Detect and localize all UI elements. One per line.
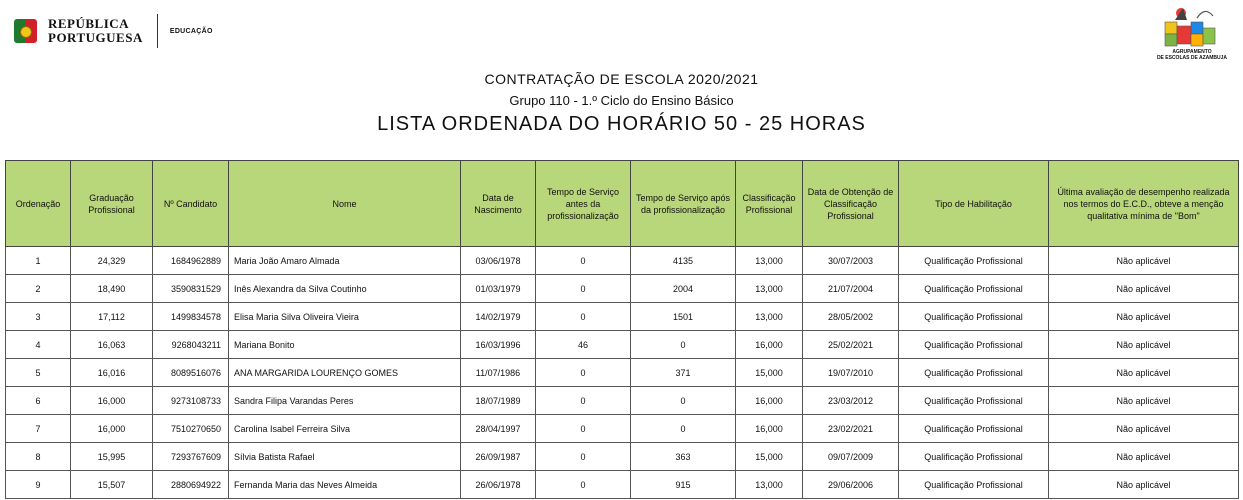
table-row bbox=[6, 471, 1239, 499]
cell-qualification-type: Qualificação Profissional bbox=[899, 471, 1049, 499]
column-header: Graduação Profissional bbox=[71, 161, 153, 247]
cell-birth-date: 01/03/1979 bbox=[461, 275, 536, 303]
cell-order: 3 bbox=[6, 303, 71, 331]
table-row bbox=[6, 443, 1239, 471]
table-row bbox=[6, 331, 1239, 359]
cell-evaluation: Não aplicável bbox=[1049, 359, 1239, 387]
title-line-1: CONTRATAÇÃO DE ESCOLA 2020/2021 bbox=[484, 71, 759, 87]
cell-service-before: 0 bbox=[536, 303, 631, 331]
table-row bbox=[6, 247, 1239, 275]
cell-service-before: 0 bbox=[536, 387, 631, 415]
column-header: Data de Nascimento bbox=[461, 161, 536, 247]
cell-classification: 13,000 bbox=[736, 303, 803, 331]
cell-order: 9 bbox=[6, 471, 71, 499]
column-header: Tempo de Serviço antes da profissionalização bbox=[536, 161, 631, 247]
cell-classification-date: 30/07/2003 bbox=[803, 247, 899, 275]
cell-candidate-number: 8089516076 bbox=[153, 359, 229, 387]
cell-order: 8 bbox=[6, 443, 71, 471]
cell-classification: 16,000 bbox=[736, 415, 803, 443]
table-header-row bbox=[6, 161, 1239, 247]
table-row bbox=[6, 303, 1239, 331]
portugal-flag-icon bbox=[14, 16, 40, 46]
cell-candidate-number: 9273108733 bbox=[153, 387, 229, 415]
cell-order: 1 bbox=[6, 247, 71, 275]
cell-evaluation: Não aplicável bbox=[1049, 247, 1239, 275]
cell-service-before: 0 bbox=[536, 443, 631, 471]
column-header: Ordenação bbox=[6, 161, 71, 247]
ranking-table bbox=[5, 160, 1239, 499]
cell-qualification-type: Qualificação Profissional bbox=[899, 443, 1049, 471]
cell-qualification-type: Qualificação Profissional bbox=[899, 275, 1049, 303]
cell-name: Elisa Maria Silva Oliveira Vieira bbox=[229, 303, 461, 331]
republic-line-1: REPÚBLICA bbox=[48, 16, 130, 31]
republic-name bbox=[48, 17, 143, 45]
cell-service-after: 0 bbox=[631, 331, 736, 359]
header-divider bbox=[157, 14, 158, 48]
cell-graduation: 24,329 bbox=[71, 247, 153, 275]
cell-service-before: 0 bbox=[536, 275, 631, 303]
table-row bbox=[6, 359, 1239, 387]
cell-classification-date: 19/07/2010 bbox=[803, 359, 899, 387]
cell-birth-date: 16/03/1996 bbox=[461, 331, 536, 359]
republic-header bbox=[14, 14, 213, 48]
column-header: Tempo de Serviço após da profissionalização bbox=[631, 161, 736, 247]
cell-qualification-type: Qualificação Profissional bbox=[899, 331, 1049, 359]
document-titles bbox=[0, 70, 1243, 136]
cell-order: 4 bbox=[6, 331, 71, 359]
cell-candidate-number: 1684962889 bbox=[153, 247, 229, 275]
table-body bbox=[6, 247, 1239, 499]
cell-classification-date: 23/02/2021 bbox=[803, 415, 899, 443]
cell-candidate-number: 7293767609 bbox=[153, 443, 229, 471]
school-logo bbox=[1145, 4, 1239, 66]
cell-birth-date: 14/02/1979 bbox=[461, 303, 536, 331]
cell-order: 5 bbox=[6, 359, 71, 387]
cell-evaluation: Não aplicável bbox=[1049, 275, 1239, 303]
republic-line-2: PORTUGUESA bbox=[48, 30, 143, 45]
cell-graduation: 17,112 bbox=[71, 303, 153, 331]
cell-name: Carolina Isabel Ferreira Silva bbox=[229, 415, 461, 443]
cell-classification-date: 29/06/2006 bbox=[803, 471, 899, 499]
cell-graduation: 16,000 bbox=[71, 387, 153, 415]
cell-order: 6 bbox=[6, 387, 71, 415]
cell-name: Fernanda Maria das Neves Almeida bbox=[229, 471, 461, 499]
cell-service-after: 1501 bbox=[631, 303, 736, 331]
cell-service-after: 0 bbox=[631, 387, 736, 415]
cell-evaluation: Não aplicável bbox=[1049, 303, 1239, 331]
cell-service-after: 371 bbox=[631, 359, 736, 387]
cell-order: 7 bbox=[6, 415, 71, 443]
cell-service-after: 915 bbox=[631, 471, 736, 499]
cell-qualification-type: Qualificação Profissional bbox=[899, 415, 1049, 443]
cell-evaluation: Não aplicável bbox=[1049, 471, 1239, 499]
cell-service-after: 4135 bbox=[631, 247, 736, 275]
cell-classification-date: 21/07/2004 bbox=[803, 275, 899, 303]
table-row bbox=[6, 275, 1239, 303]
cell-birth-date: 28/04/1997 bbox=[461, 415, 536, 443]
cell-classification: 13,000 bbox=[736, 275, 803, 303]
cell-name: ANA MARGARIDA LOURENÇO GOMES bbox=[229, 359, 461, 387]
cell-qualification-type: Qualificação Profissional bbox=[899, 303, 1049, 331]
cell-classification: 16,000 bbox=[736, 331, 803, 359]
cell-candidate-number: 1499834578 bbox=[153, 303, 229, 331]
cell-classification-date: 28/05/2002 bbox=[803, 303, 899, 331]
cell-birth-date: 11/07/1986 bbox=[461, 359, 536, 387]
cell-qualification-type: Qualificação Profissional bbox=[899, 247, 1049, 275]
ministry-label: EDUCAÇÃO bbox=[169, 27, 213, 35]
cell-service-before: 0 bbox=[536, 247, 631, 275]
cell-name: Maria João Amaro Almada bbox=[229, 247, 461, 275]
table-row bbox=[6, 415, 1239, 443]
cell-classification-date: 09/07/2009 bbox=[803, 443, 899, 471]
cell-qualification-type: Qualificação Profissional bbox=[899, 387, 1049, 415]
cell-name: Mariana Bonito bbox=[229, 331, 461, 359]
cell-service-before: 46 bbox=[536, 331, 631, 359]
cell-service-before: 0 bbox=[536, 471, 631, 499]
cell-candidate-number: 2880694922 bbox=[153, 471, 229, 499]
column-header: Tipo de Habilitação bbox=[899, 161, 1049, 247]
column-header: Nome bbox=[229, 161, 461, 247]
cell-birth-date: 18/07/1989 bbox=[461, 387, 536, 415]
cell-service-before: 0 bbox=[536, 415, 631, 443]
cell-graduation: 16,000 bbox=[71, 415, 153, 443]
cell-graduation: 16,016 bbox=[71, 359, 153, 387]
cell-candidate-number: 9268043211 bbox=[153, 331, 229, 359]
cell-service-after: 2004 bbox=[631, 275, 736, 303]
cell-name: Sandra Filipa Varandas Peres bbox=[229, 387, 461, 415]
cell-graduation: 18,490 bbox=[71, 275, 153, 303]
column-header: Última avaliação de desempenho realizada nos termos do E.C.D., obteve a menção qualitativa mínima de "Bom" bbox=[1049, 161, 1239, 247]
school-logo-line-2: DE ESCOLAS DE AZAMBUJA bbox=[1156, 55, 1228, 61]
school-logo-line-1: AGRUPAMENTO bbox=[1172, 49, 1212, 55]
column-header: Data de Obtenção de Classificação Profissional bbox=[803, 161, 899, 247]
cell-classification-date: 25/02/2021 bbox=[803, 331, 899, 359]
cell-classification-date: 23/03/2012 bbox=[803, 387, 899, 415]
cell-classification: 13,000 bbox=[736, 471, 803, 499]
cell-service-after: 363 bbox=[631, 443, 736, 471]
column-header: Nº Candidato bbox=[153, 161, 229, 247]
cell-evaluation: Não aplicável bbox=[1049, 387, 1239, 415]
cell-candidate-number: 3590831529 bbox=[153, 275, 229, 303]
cell-classification: 15,000 bbox=[736, 443, 803, 471]
cell-birth-date: 26/09/1987 bbox=[461, 443, 536, 471]
column-header: Classificação Profissional bbox=[736, 161, 803, 247]
cell-name: Sílvia Batista Rafael bbox=[229, 443, 461, 471]
cell-name: Inês Alexandra da Silva Coutinho bbox=[229, 275, 461, 303]
school-logo-icon bbox=[1145, 4, 1239, 48]
title-line-3: LISTA ORDENADA DO HORÁRIO 50 - 25 HORAS bbox=[377, 113, 866, 135]
cell-graduation: 15,507 bbox=[71, 471, 153, 499]
cell-classification: 15,000 bbox=[736, 359, 803, 387]
cell-birth-date: 26/06/1978 bbox=[461, 471, 536, 499]
cell-evaluation: Não aplicável bbox=[1049, 443, 1239, 471]
cell-service-after: 0 bbox=[631, 415, 736, 443]
cell-graduation: 15,995 bbox=[71, 443, 153, 471]
cell-qualification-type: Qualificação Profissional bbox=[899, 359, 1049, 387]
cell-classification: 13,000 bbox=[736, 247, 803, 275]
cell-evaluation: Não aplicável bbox=[1049, 415, 1239, 443]
cell-evaluation: Não aplicável bbox=[1049, 331, 1239, 359]
title-line-2: Grupo 110 - 1.º Ciclo do Ensino Básico bbox=[509, 93, 734, 108]
cell-candidate-number: 7510270650 bbox=[153, 415, 229, 443]
cell-order: 2 bbox=[6, 275, 71, 303]
cell-classification: 16,000 bbox=[736, 387, 803, 415]
table-row bbox=[6, 387, 1239, 415]
cell-graduation: 16,063 bbox=[71, 331, 153, 359]
cell-birth-date: 03/06/1978 bbox=[461, 247, 536, 275]
cell-service-before: 0 bbox=[536, 359, 631, 387]
